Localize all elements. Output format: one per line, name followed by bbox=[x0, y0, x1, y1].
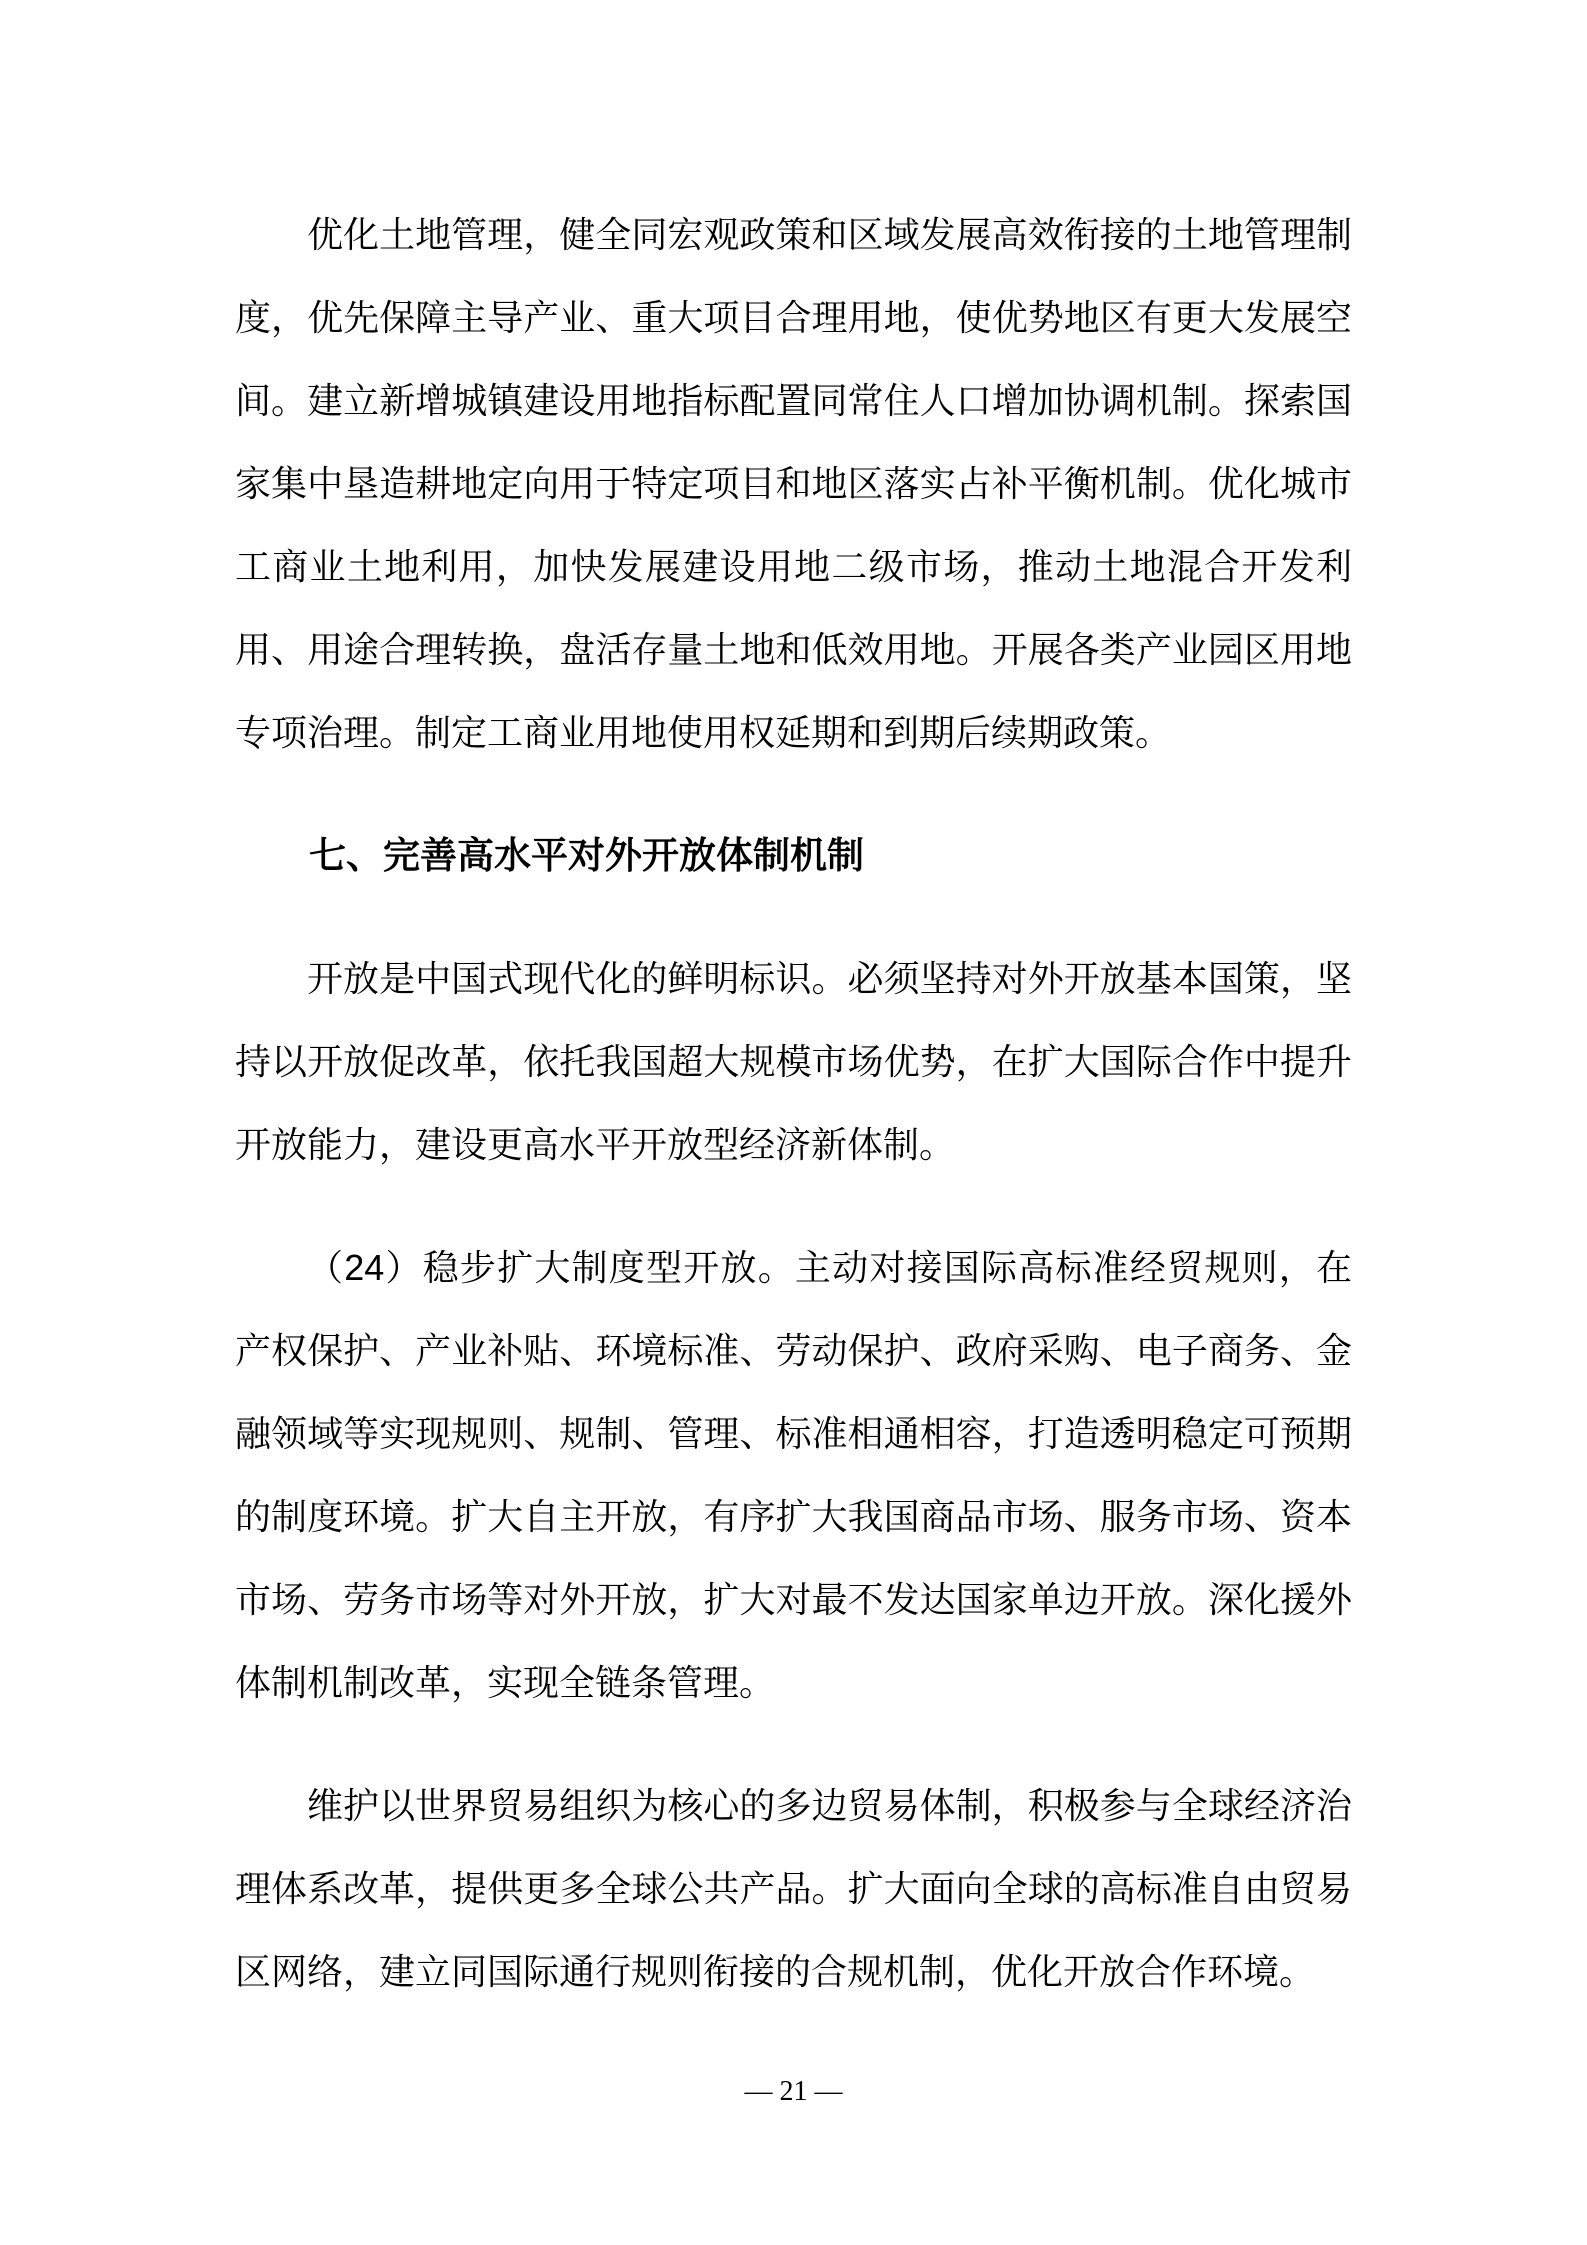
paragraph-land-management: 优化土地管理，健全同宏观政策和区域发展高效衔接的土地管理制度，优先保障主导产业、重大项目合理用地，使优势地区有更大发展空间。建立新增城镇建设用地指标配置同常住人口增加协调机制。探索国家集中垦造耕地定向用于特定项目和地区落实占补平衡机制。优化城市工商业土地利用，加快发展建设用地二级市场，推动土地混合开发利用、用途合理转换，盘活存量土地和低效用地。开展各类产业园区用地专项治理。制定工商业用地使用权延期和到期后续期政策。 bbox=[235, 214, 1352, 753]
paragraph-opening-policy: 开放是中国式现代化的鲜明标识。必须坚持对外开放基本国策，坚持以开放促改革，依托我国超大规模市场优势，在扩大国际合作中提升开放能力，建设更高水平开放型经济新体制。 bbox=[235, 958, 1352, 1165]
paragraph-item-24-institutional-opening: （24）稳步扩大制度型开放。主动对接国际高标准经贸规则，在产权保护、产业补贴、环境标准、劳动保护、政府采购、电子商务、金融领域等实现规则、规制、管理、标准相通相容，打造透明稳定可预期的制度环境。扩大自主开放，有序扩大我国商品市场、服务市场、资本市场、劳务市场等对外开放，扩大对最不发达国家单边开放。深化援外体制机制改革，实现全链条管理。 bbox=[235, 1247, 1352, 1703]
paragraph-wto-multilateral-trade: 维护以世界贸易组织为核心的多边贸易体制，积极参与全球经济治理体系改革，提供更多全球公共产品。扩大面向全球的高标准自由贸易区网络，建立同国际通行规则衔接的合规机制，优化开放合作环境。 bbox=[235, 1785, 1352, 1992]
page-number: — 21 — bbox=[744, 2076, 843, 2107]
section-heading-opening-up: 七、完善高水平对外开放体制机制 bbox=[309, 835, 864, 876]
page-footer bbox=[0, 2072, 1587, 2112]
